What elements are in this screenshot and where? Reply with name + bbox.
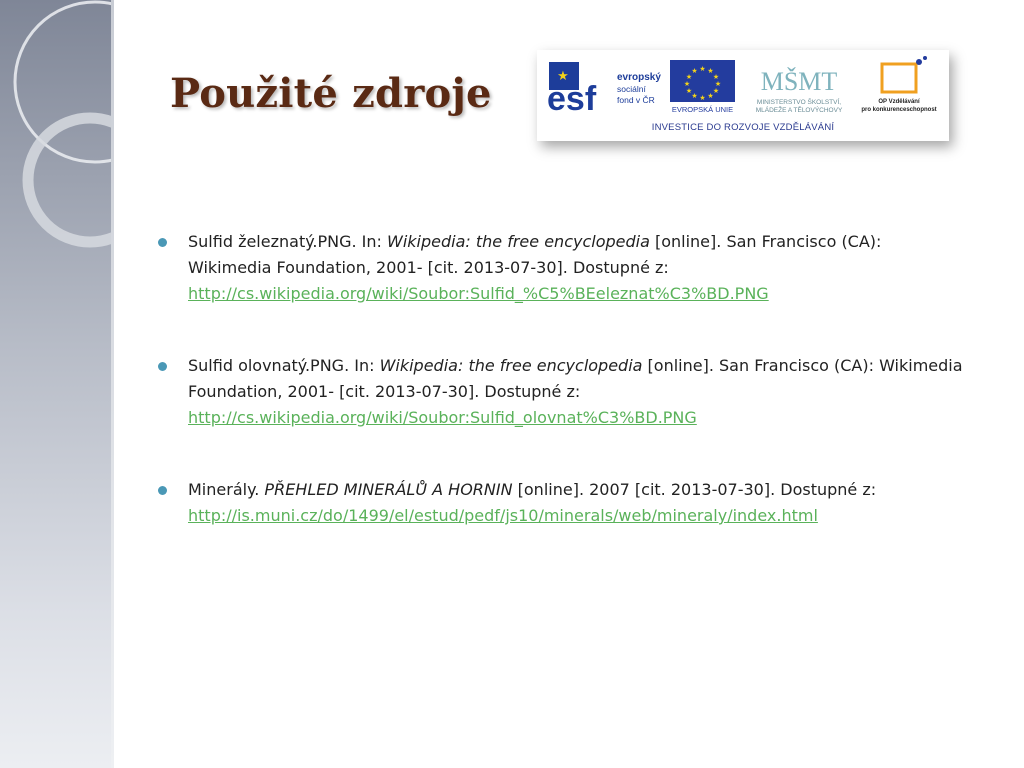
reference-details: [online]. San Francisco (CA): Wikimedia Foundation, 2001- [cit. 2013-07-30]. Dostupné z: — [188, 356, 963, 401]
reference-item — [158, 353, 968, 431]
esf-line1: evropský — [617, 72, 661, 83]
decorative-rings — [0, 0, 113, 768]
reference-link[interactable]: http://is.muni.cz/do/1499/el/estud/pedf/js10/minerals/web/mineraly/index.html — [188, 506, 818, 525]
op-line1: OP Vzdělávání — [878, 99, 920, 105]
reference-link[interactable]: http://cs.wikipedia.org/wiki/Soubor:Sulfid_olovnat%C3%BD.PNG — [188, 408, 697, 427]
reference-list — [158, 229, 968, 575]
reference-source-title: Wikipedia: the free encyclopedia — [379, 356, 643, 375]
svg-text:★: ★ — [557, 69, 569, 84]
reference-text: Minerály. — [188, 480, 265, 499]
op-logo — [861, 56, 936, 113]
bullet-icon — [158, 238, 167, 247]
sponsor-logos — [537, 50, 949, 122]
msmt-logo — [756, 67, 843, 114]
reference-text: Sulfid olovnatý.PNG. In: — [188, 356, 380, 375]
eu-flag-logo — [670, 60, 735, 114]
side-panel-edge — [111, 0, 114, 768]
svg-text:★: ★ — [683, 80, 691, 88]
slide-title: Použité zdroje — [170, 70, 492, 117]
esf-logo — [547, 62, 661, 118]
svg-text:★: ★ — [714, 80, 722, 88]
svg-text:★: ★ — [707, 67, 714, 75]
decorative-side-panel — [0, 0, 113, 768]
sponsor-logo-banner — [537, 50, 949, 141]
svg-text:★: ★ — [685, 87, 693, 95]
reference-text: Sulfid železnatý.PNG. In: — [188, 232, 388, 251]
svg-text:★: ★ — [691, 92, 698, 100]
reference-source-title: Wikipedia: the free encyclopedia — [387, 232, 650, 251]
eu-label: EVROPSKÁ UNIE — [671, 105, 734, 114]
esf-line3: fond v ČR — [617, 95, 655, 105]
bullet-icon — [158, 486, 167, 495]
svg-text:★: ★ — [699, 65, 706, 73]
reference-item — [158, 477, 968, 529]
op-line2: pro konkurenceschopnost — [861, 107, 937, 113]
msmt-line2: MLÁDEŽE A TĚLOVÝCHOVY — [755, 107, 843, 114]
svg-text:★: ★ — [699, 94, 706, 102]
msmt-line1: MINISTERSTVO ŠKOLSTVÍ, — [756, 99, 842, 106]
svg-text:★: ★ — [712, 73, 720, 81]
logo-caption: INVESTICE DO ROZVOJE VZDĚLÁVÁNÍ — [651, 122, 835, 133]
reference-source-title: PŘEHLED MINERÁLŮ A HORNIN — [264, 480, 513, 499]
svg-text:★: ★ — [685, 73, 693, 81]
bullet-icon — [158, 362, 167, 371]
esf-line2: sociální — [617, 84, 646, 94]
reference-details: [online]. 2007 [cit. 2013-07-30]. Dostupné z: — [512, 480, 877, 499]
reference-link[interactable]: http://cs.wikipedia.org/wiki/Soubor:Sulfid_%C5%BEeleznat%C3%BD.PNG — [188, 284, 769, 303]
esf-text: esf — [547, 80, 597, 118]
svg-text:★: ★ — [712, 87, 720, 95]
svg-text:★: ★ — [707, 92, 714, 100]
reference-details: [online]. San Francisco (CA): Wikimedia Foundation, 2001- [cit. 2013-07-30]. Dostupné z: — [188, 232, 882, 277]
reference-item — [158, 229, 968, 307]
msmt-text: MŠMT — [760, 67, 838, 96]
svg-text:★: ★ — [691, 67, 698, 75]
